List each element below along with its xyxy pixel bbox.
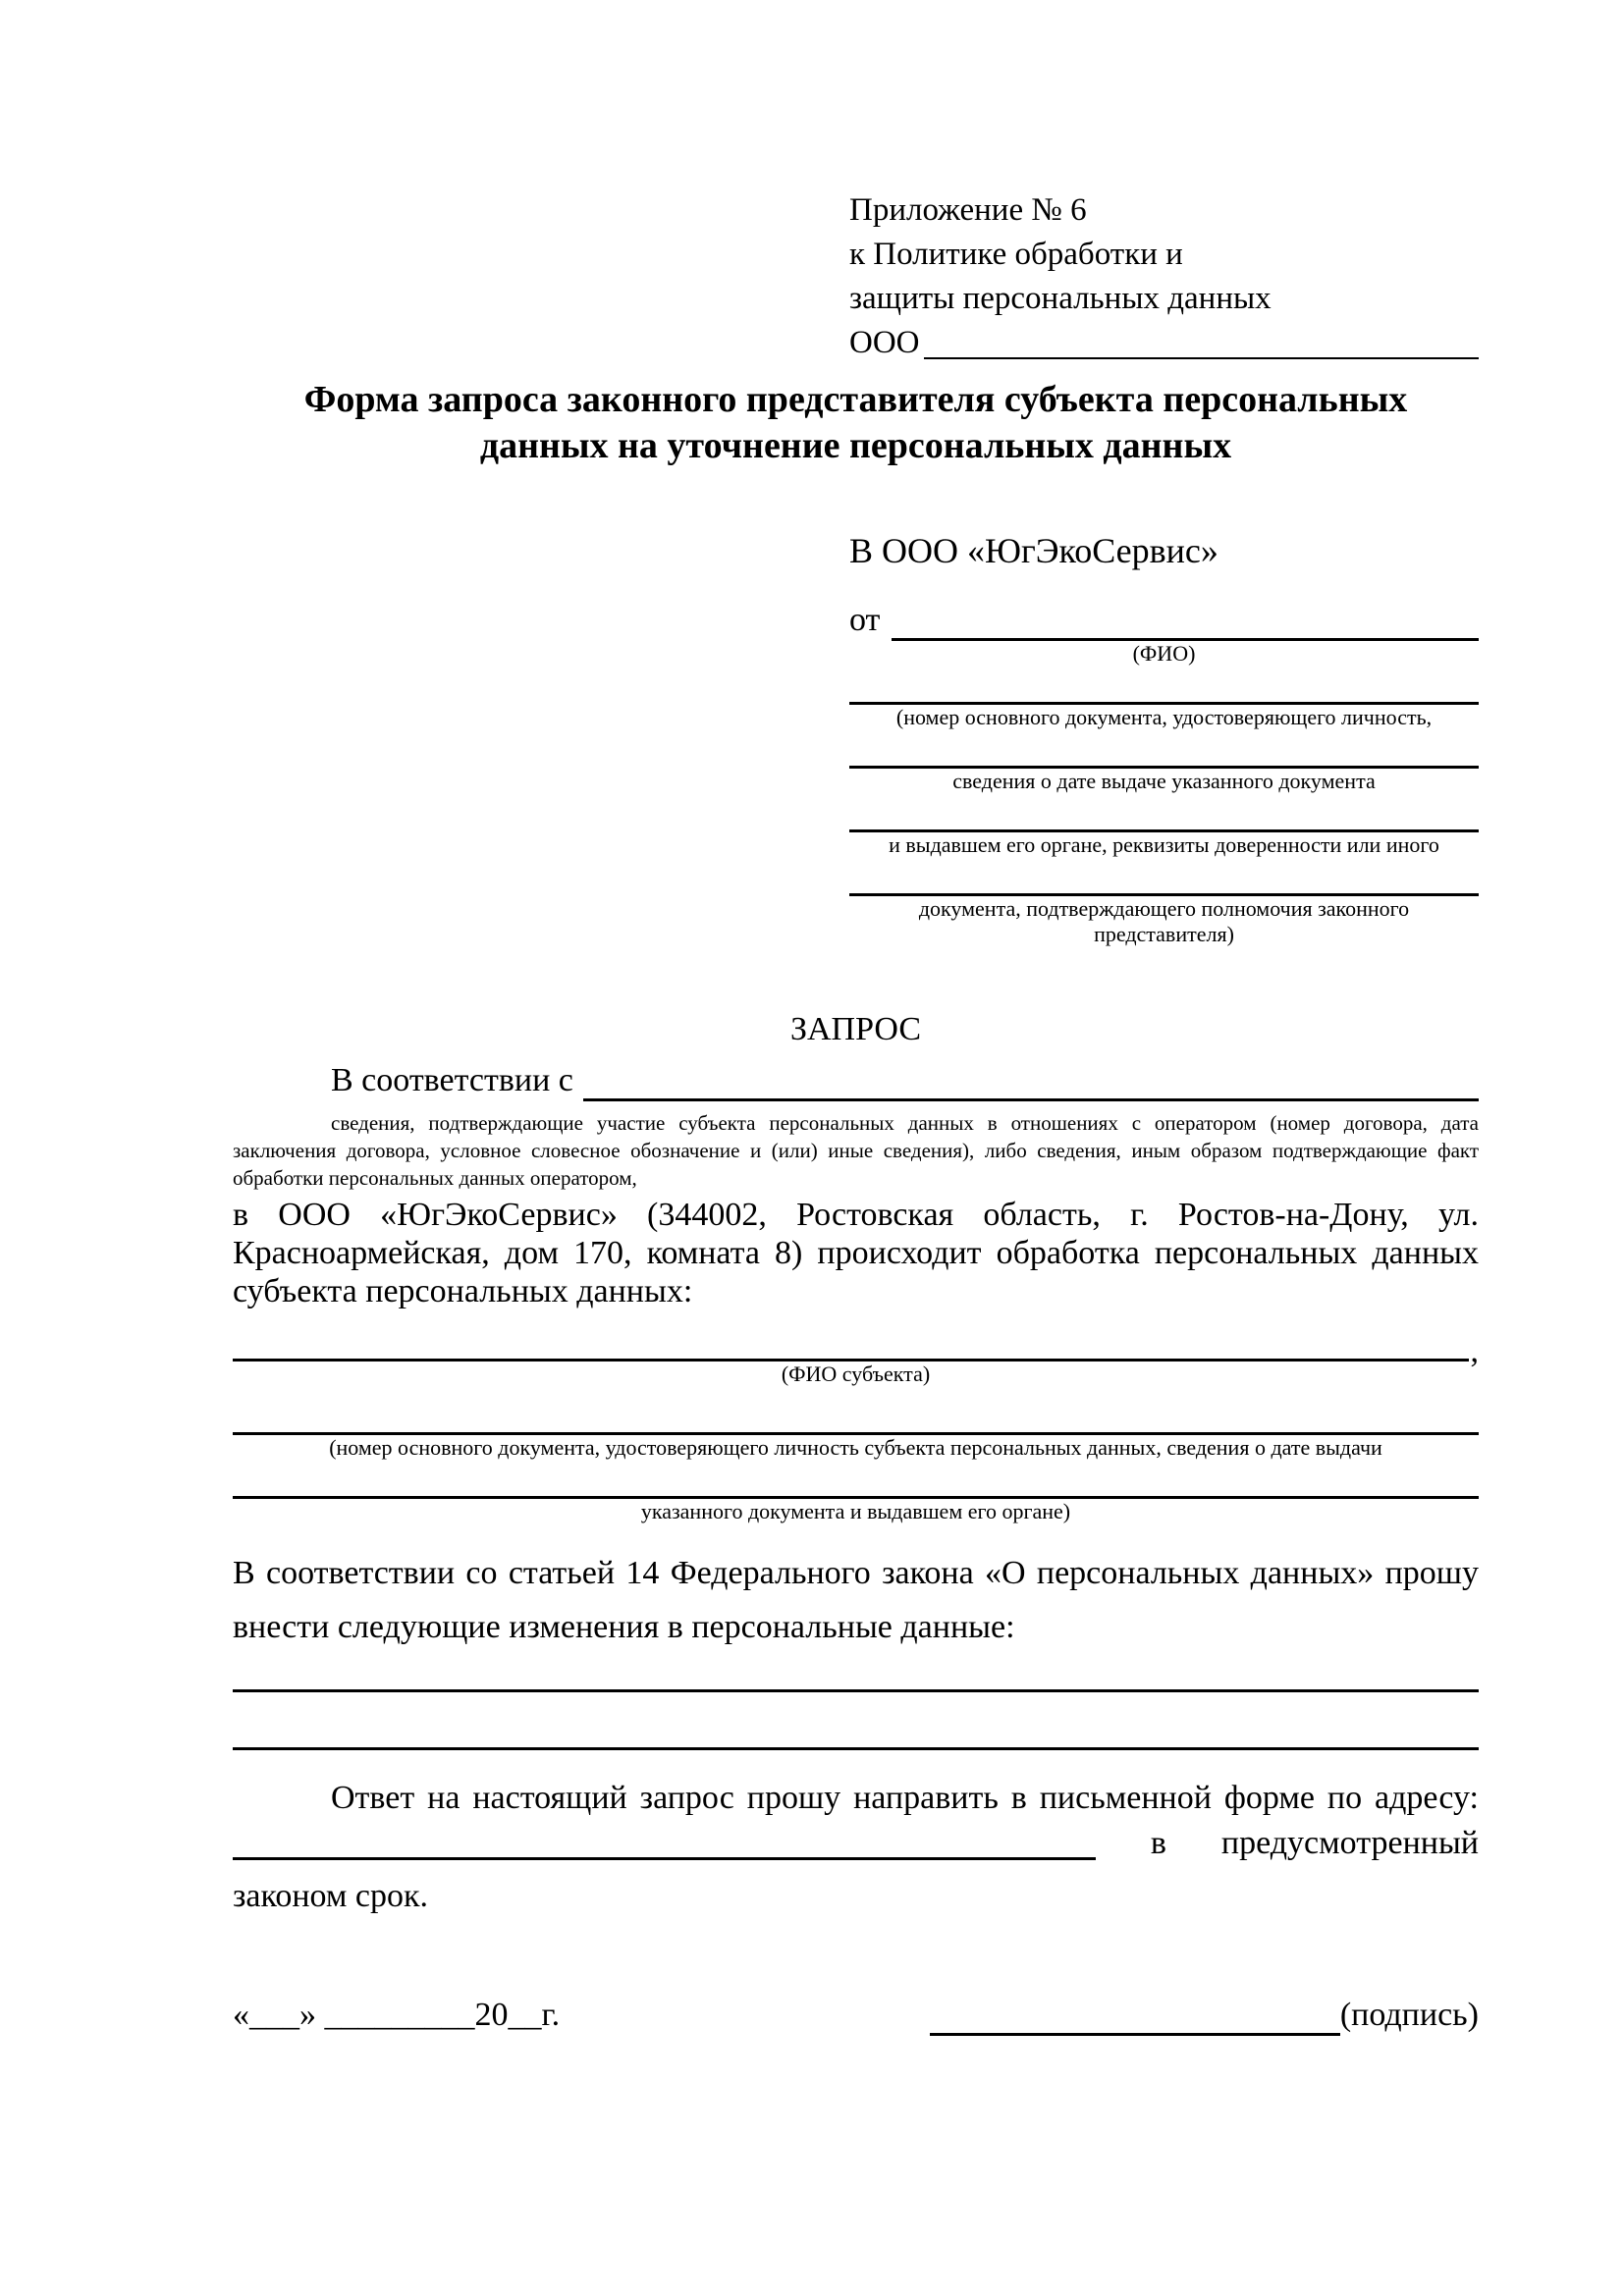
appendix-policy-line1: к Политике обработки и <box>849 237 1183 272</box>
addressee-block <box>849 530 1479 947</box>
signature-caption: (подпись) <box>1339 1996 1479 2033</box>
from-label: от <box>849 602 881 639</box>
response-line1-text: Ответ на настоящий запрос прошу направить в письменной форме по адресу: <box>331 1779 1479 1816</box>
footnote-line3: обработки персональных данных оператором, <box>233 1165 637 1190</box>
footnote-block <box>233 1109 1479 1192</box>
operator-line3: субъекта персональных данных: <box>233 1272 693 1309</box>
response-word-v: в <box>1150 1825 1166 1862</box>
signature-block <box>930 1996 1479 2036</box>
footnote-line1-text: сведения, подтверждающие участие субъекта персональных данных в отношениях с оператором (номер договора, дата <box>331 1110 1479 1135</box>
appendix-org-row <box>849 321 1479 365</box>
accordance-line <box>233 1062 1479 1101</box>
response-word-predusmotrennyj: предусмотренный <box>1220 1825 1479 1862</box>
response-address-blank <box>233 1857 1096 1860</box>
org-label: ООО <box>849 325 920 360</box>
representative-doc-blank-3 <box>849 794 1479 832</box>
subject-doc-caption-1: (номер основного документа, удостоверяющего личность субъекта персональных данных, сведения о дате выдачи <box>329 1434 1382 1460</box>
subject-doc-caption-2: указанного документа и выдавшем его органе) <box>640 1498 1071 1523</box>
appendix-block <box>849 188 1479 365</box>
accordance-blank <box>583 1098 1479 1101</box>
org-name-blank <box>924 357 1480 359</box>
changes-blank-2 <box>233 1692 1479 1750</box>
operator-line1: в ООО «ЮгЭкоСервис» (344002, Ростовская область, г. Ростов-на-Дону, ул. <box>233 1196 1479 1233</box>
response-line1 <box>233 1774 1479 1823</box>
form-title <box>233 377 1479 469</box>
representative-doc-caption-2: сведения о дате выдаче указанного документа <box>952 769 1376 794</box>
subject-doc-blank-2 <box>233 1461 1479 1499</box>
representative-doc-blank-4 <box>849 858 1479 896</box>
representative-doc-blank-2 <box>849 730 1479 769</box>
fio-caption: (ФИО) <box>1132 641 1196 667</box>
date-line: «___» _________20__г. <box>233 1996 561 2033</box>
subject-fio-comma: , <box>1470 1332 1479 1369</box>
form-title-line1: Форма запроса законного представителя субъекта персональных <box>303 379 1408 420</box>
operator-paragraph <box>233 1196 1479 1310</box>
representative-doc-blank-1 <box>849 667 1479 705</box>
operator-line2: Красноармейская, дом 170, комната 8) происходит обработка персональных данных <box>233 1234 1479 1271</box>
changes-blank-1 <box>233 1654 1479 1692</box>
form-title-line2: данных на уточнение персональных данных <box>479 425 1232 466</box>
response-address-line <box>233 1823 1479 1864</box>
response-line3: законом срок. <box>233 1877 428 1914</box>
appendix-policy-line2: защиты персональных данных <box>849 281 1272 316</box>
law-paragraph <box>233 1546 1479 1654</box>
subject-fio-line <box>233 1332 1479 1369</box>
representative-doc-caption-3: и выдавшем его органе, реквизиты доверенности или иного <box>889 832 1439 858</box>
request-heading: ЗАПРОС <box>789 1011 922 1048</box>
subject-doc-blank-1 <box>233 1387 1479 1435</box>
law-line1: В соответствии со статьей 14 Федерального закона «О персональных данных» прошу <box>233 1554 1479 1591</box>
law-line2: внести следующие изменения в персональные данные: <box>233 1608 1015 1645</box>
accordance-prefix: В соответствии с <box>331 1062 573 1099</box>
subject-fio-caption: (ФИО субъекта) <box>781 1361 931 1386</box>
appendix-number: Приложение № 6 <box>849 192 1087 228</box>
footnote-line1 <box>233 1109 1479 1137</box>
footnote-line2: заключения договора, условное словесное обозначение и (или) иные сведения), либо сведения, иным образом подтверждающие факт <box>233 1138 1479 1162</box>
addressee-to: В ООО «ЮгЭкоСервис» <box>849 531 1218 570</box>
representative-doc-caption-1: (номер основного документа, удостоверяющего личность, <box>895 705 1433 730</box>
from-line <box>849 600 1479 641</box>
signature-blank <box>930 2003 1340 2036</box>
footer-row <box>233 1996 1479 2036</box>
representative-doc-caption-4: документа, подтверждающего полномочия законного представителя) <box>918 896 1410 947</box>
